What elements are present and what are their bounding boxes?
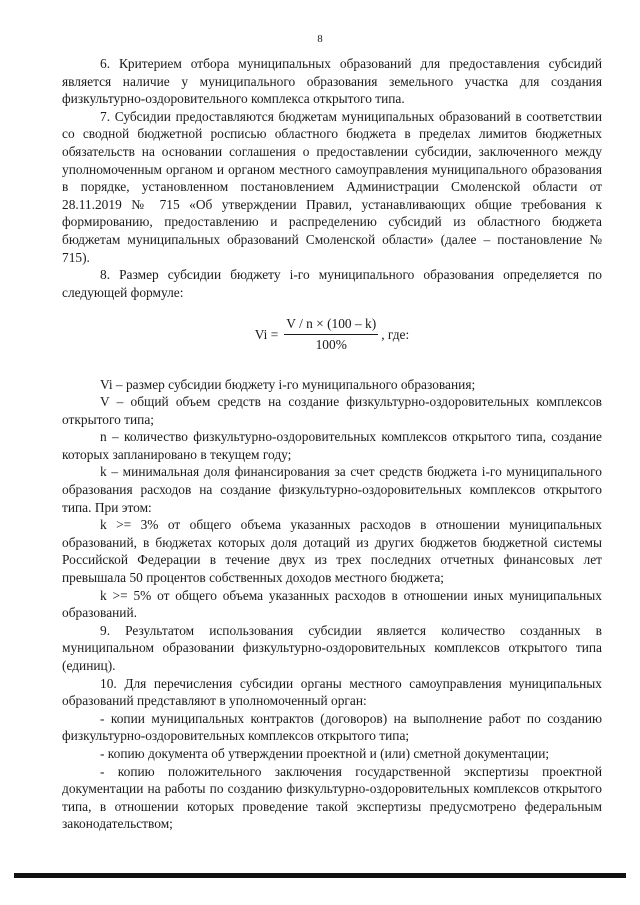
definition-k-5-percent: k >= 5% от общего объема указанных расходов в отношении иных муниципальных образований. [62,587,603,621]
paragraph-10: 10. Для перечисления субсидии органы местного самоуправления муниципальных образований представляют в уполномоченный орган: [62,675,602,709]
formula-fraction [284,315,378,353]
formula-numerator: V / n × (100 – k) [284,315,378,335]
paragraph-6: 6. Критерием отбора муниципальных образований для предоставления субсидий является наличие у муниципального образования земельного участка для создания физкультурно-оздоровительного комплекса открытого типа. [62,56,602,107]
list-item-expertise: - копию положительного заключения государственной экспертизы проектной документации на работы по созданию физкультурно-оздоровительных комплексов открытого типа, в отношении которых проведение такой экспертизы предусмотрено федеральным законодательством; [62,763,602,832]
subsidy-formula [62,315,602,353]
list-item-contracts: - копии муниципальных контрактов (договоров) на выполнение работ по созданию физкультурно-оздоровительных комплексов открытого типа; [62,710,602,744]
definition-n: n – количество физкультурно-оздоровительных комплексов открытого типа, создание которых запланировано в текущем году; [62,429,602,462]
formula-rhs: , где: [381,326,410,342]
definition-k: k – минимальная доля финансирования за счет средств бюджета i-го муниципального образования расходов на создание физкультурно-оздоровительных комплексов открытого типа. При этом: [62,464,602,515]
definition-k-3-percent: k >= 3% от общего объема указанных расходов в отношении муниципальных образований, в бюджетах которых доля дотаций из других бюджетов бюджетной системы Российской Федерации в течение двух из трех последних отчетных финансовых лет превышала 50 процентов собственных доходов местного бюджета; [62,517,602,586]
paragraph-8: 8. Размер субсидии бюджету i-го муниципального образования определяется по следующей формуле: [62,267,602,300]
list-item-documentation: - копию документа об утверждении проектной и (или) сметной документации; [100,745,550,761]
paragraph-7: 7. Субсидии предоставляются бюджетам муниципальных образований в соответствии со сводной бюджетной росписью областного бюджета в пределах лимитов бюджетных обязательств на основании соглашения о предоставлении субсидии, заключенного между уполномоченным органом и органом местного самоуправления муниципального образования в порядке, установленном постановлением Администрации Смоленской области от 28.11.2019 № 715 «Об утверждении Правил, устанавливающих общие требования к формированию, предоставлению и распределению субсидий из областного бюджета бюджетам муниципальных образований Смоленской области» (далее – постановление № 715). [62,108,602,265]
definition-vi: Vi – размер субсидии бюджету i-го муниципального образования; [100,376,476,392]
formula-denominator: 100% [315,336,347,352]
bottom-divider [14,873,626,878]
page-number: 8 [317,33,323,45]
formula-lhs: Vi = [254,326,279,342]
document-body [62,55,602,833]
definition-v: V – общий объем средств на создание физкультурно-оздоровительных комплексов открытого типа; [62,394,602,427]
paragraph-9: 9. Результатом использования субсидии является количество созданных в муниципальном образовании физкультурно-оздоровительных комплексов открытого типа (единиц). [62,622,602,673]
